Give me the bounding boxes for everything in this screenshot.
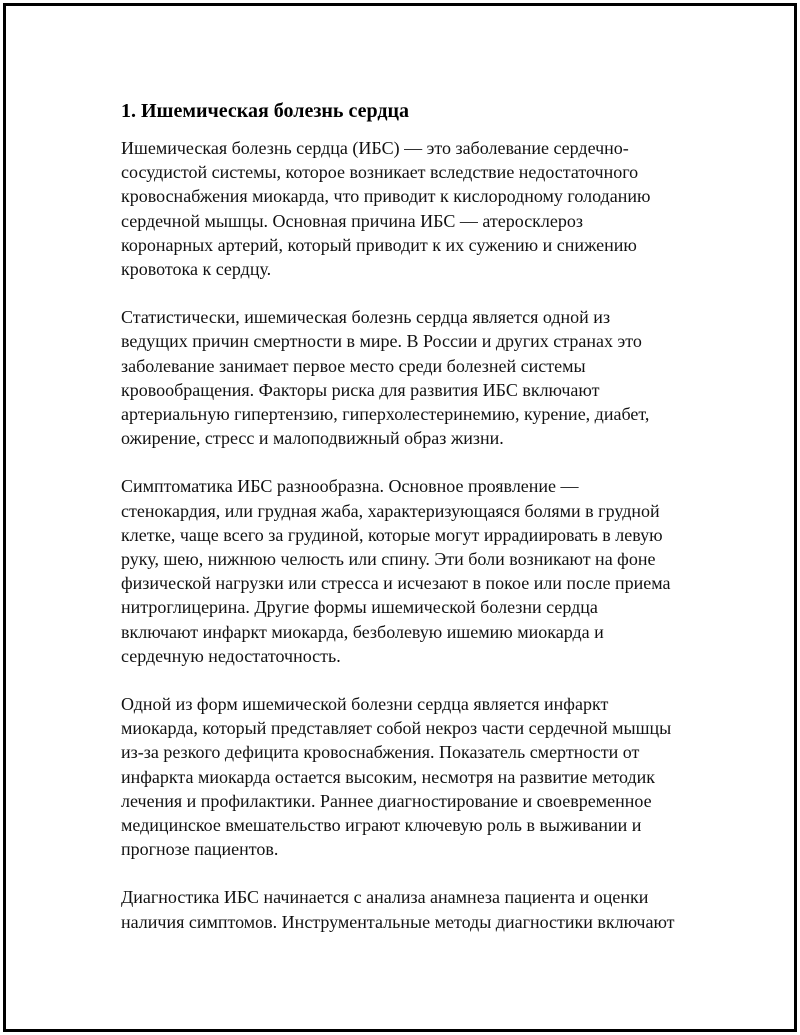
text-line: коронарных артерий, который приводит к их сужению и снижению bbox=[121, 234, 637, 255]
paragraph-diagnostics bbox=[121, 885, 701, 933]
text-line: Ишемическая болезнь сердца (ИБС) — это заболевание сердечно- bbox=[121, 138, 629, 158]
text-line: Одной из форм ишемической болезни сердца является инфаркт bbox=[121, 694, 609, 715]
text-line: прогнозе пациентов. bbox=[121, 839, 279, 860]
text-line: сосудистой системы, которое возникает вследствие недостаточного bbox=[121, 162, 639, 183]
document-content bbox=[121, 98, 701, 958]
text-line: нитроглицерина. Другие формы ишемической болезни сердца bbox=[121, 597, 598, 618]
text-line: стенокардия, или грудная жаба, характеризующаяся болями в грудной bbox=[121, 500, 660, 521]
text-line: кровообращения. Факторы риска для развития ИБС включают bbox=[121, 379, 600, 400]
text-line: заболевание занимает первое место среди болезней системы bbox=[121, 355, 586, 376]
text-line: руку, шею, нижнюю челюсть или спину. Эти боли возникают на фоне bbox=[121, 549, 656, 570]
text-line: ожирение, стресс и малоподвижный образ жизни. bbox=[121, 428, 504, 449]
paragraph-symptoms bbox=[121, 474, 701, 668]
paragraph-definition bbox=[121, 136, 701, 281]
text-line: миокарда, который представляет собой некроз части сердечной мышцы bbox=[121, 718, 672, 739]
text-line: медицинское вмешательство играют ключевую роль в выживании и bbox=[121, 815, 642, 836]
text-line: артериальную гипертензию, гиперхолестеринемию, курение, диабет, bbox=[121, 404, 650, 425]
text-line: из-за резкого дефицита кровоснабжения. Показатель смертности от bbox=[121, 742, 640, 763]
text-line: включают инфаркт миокарда, безболевую ишемию миокарда и bbox=[121, 621, 604, 642]
text-line: Диагностика ИБС начинается с анализа анамнеза пациента и оценки bbox=[121, 887, 649, 908]
text-line: сердечной мышцы. Основная причина ИБС — атеросклероз bbox=[121, 210, 584, 231]
text-line: сердечную недостаточность. bbox=[121, 645, 341, 666]
text-line: инфаркта миокарда остается высоким, несмотря на развитие методик bbox=[121, 766, 656, 787]
text-line: кровотока к сердцу. bbox=[121, 259, 272, 280]
text-line: клетке, чаще всего за грудиной, которые могут иррадиировать в левую bbox=[121, 524, 663, 545]
document-page bbox=[3, 3, 797, 1032]
text-line: физической нагрузки или стресса и исчезают в покое или после приема bbox=[121, 573, 671, 594]
text-line: Статистически, ишемическая болезнь сердца является одной из bbox=[121, 307, 611, 328]
paragraph-infarction bbox=[121, 692, 701, 861]
text-line: Симптоматика ИБС разнообразна. Основное проявление — bbox=[121, 476, 579, 497]
section-heading: 1. Ишемическая болезнь сердца bbox=[121, 100, 409, 122]
text-line: кровоснабжения миокарда, что приводит к кислородному голоданию bbox=[121, 186, 651, 207]
text-line: лечения и профилактики. Раннее диагностирование и своевременное bbox=[121, 790, 652, 811]
text-line: наличия симптомов. Инструментальные методы диагностики включают bbox=[121, 911, 675, 932]
text-line: ведущих причин смертности в мире. В России и других странах это bbox=[121, 331, 642, 352]
paragraph-statistics bbox=[121, 305, 701, 450]
